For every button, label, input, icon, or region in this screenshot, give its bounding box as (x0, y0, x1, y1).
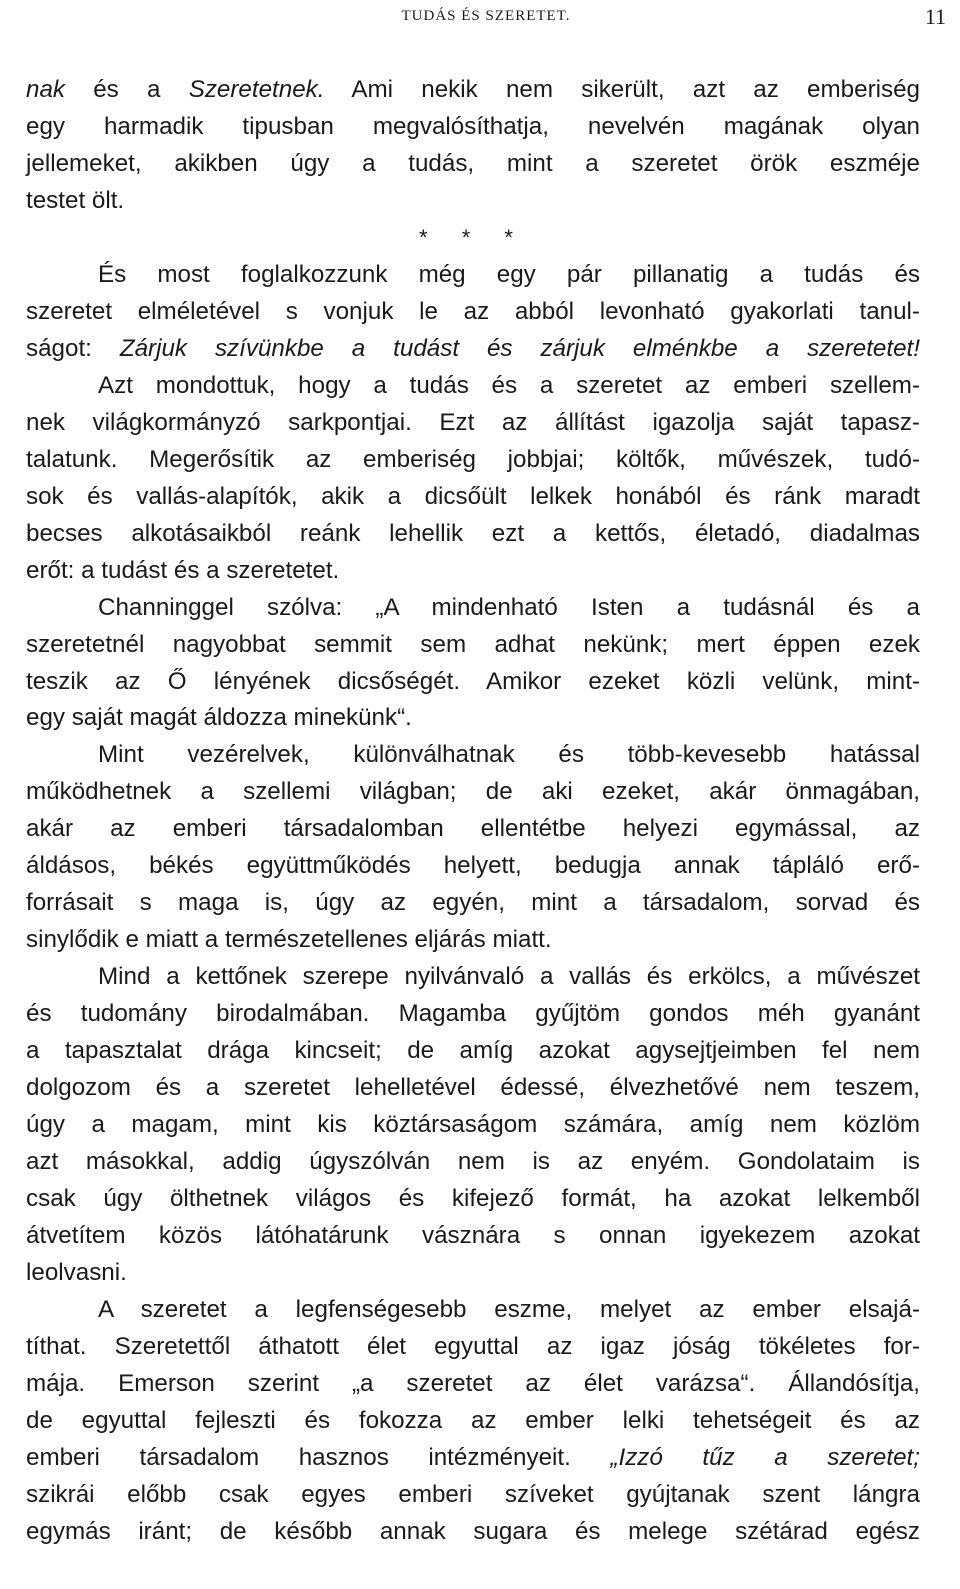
text-line (26, 1329, 920, 1366)
text-line (26, 922, 920, 959)
text-run: becses alkotásaikból reánk lehellik ezt a kettős, életadó, diadalmas (26, 519, 920, 547)
text-line (26, 700, 920, 737)
text-line (26, 294, 920, 331)
text-line (26, 1181, 920, 1218)
text-line (26, 1292, 920, 1329)
text-run: mája. Emerson szerint „a szeretet az élet varázsa“. Állandósítja, (26, 1369, 920, 1397)
text-line (26, 257, 920, 294)
text-run: És most foglalkozzunk még egy pár pillanatig a tudás és (98, 260, 920, 288)
italic-text: Szeretetnek. (188, 76, 325, 103)
text-run: akár az emberi társadalomban ellentétbe helyezi egymással, az (26, 815, 920, 843)
text-run: azt másokkal, addig úgyszólván nem is az enyém. Gondolataim is (26, 1148, 920, 1176)
text-run: ságot: (26, 334, 120, 362)
text-line (26, 1514, 920, 1551)
text-line (26, 109, 920, 146)
text-line (26, 774, 920, 811)
text-run: egymás iránt; de később annak sugara és melege szétárad egész (26, 1517, 920, 1545)
text-line (26, 959, 920, 996)
text-line (26, 1033, 920, 1070)
text-run: A szeretet a legfenségesebb eszme, melyet az ember elsajá- (98, 1295, 920, 1323)
page-header (26, 4, 946, 34)
text-line (26, 72, 920, 109)
text-run: egy saját magát áldozza minekünk“. (26, 704, 412, 732)
text-run: Azt mondottuk, hogy a tudás és a szeretet az emberi szellem- (98, 371, 920, 399)
text-line (26, 479, 920, 516)
text-line (26, 405, 920, 442)
text-line (26, 442, 920, 479)
italic-text: „Izzó tűz a szeretet; (610, 1443, 920, 1471)
text-line (26, 590, 920, 627)
text-run: szikrái előbb csak egyes emberi szíveket gyújtanak szent lángra (26, 1480, 920, 1508)
text-run: Ami nekik nem sikerült, azt az emberiség (324, 76, 920, 103)
text-line (26, 1255, 920, 1292)
text-run: Mind a kettőnek szerepe nyilvánvaló a vallás és erkölcs, a művészet (98, 963, 920, 991)
text-run: emberi társadalom hasznos intézményeit. (26, 1443, 611, 1471)
text-run: testet ölt. (26, 186, 125, 214)
section-divider (26, 220, 920, 257)
text-run: Mint vezérelvek, különválhatnak és több-kevesebb hatással (98, 741, 920, 769)
text-line (26, 848, 920, 885)
text-line (26, 885, 920, 922)
text-run: sinylődik e miatt a természetellenes eljárás miatt. (26, 926, 552, 954)
text-line (26, 1218, 920, 1255)
text-line (26, 146, 920, 183)
text-line (26, 331, 920, 368)
text-run: szeretet elméletével s vonjuk le az abból levonható gyakorlati tanul- (26, 297, 920, 325)
text-run: erőt: a tudást és a szeretetet. (26, 556, 340, 584)
text-run: nek világkormányzó sarkpontjai. Ezt az állítást igazolja saját tapasz- (26, 408, 920, 436)
text-run: forrásait s maga is, úgy az egyén, mint a társadalom, sorvad és (26, 889, 920, 917)
text-line (26, 1144, 920, 1181)
text-line (26, 811, 920, 848)
text-run: átvetítem közös látóhatárunk vásznára s onnan igyekezem azokat (26, 1222, 920, 1250)
italic-text: Zárjuk szívünkbe a tudást és zárjuk elménkbe a szeretetet! (119, 334, 920, 362)
text-run: egy harmadik tipusban megvalósíthatja, nevelvén magának olyan (26, 112, 920, 140)
text-line (26, 1403, 920, 1440)
text-run: títhat. Szeretettől áthatott élet egyuttal az igaz jóság tökéletes for- (26, 1332, 920, 1360)
text-line (26, 553, 920, 590)
text-line (26, 627, 920, 664)
text-run: teszik az Ő lényének dicsőségét. Amikor ezeket közli velünk, mint- (26, 667, 920, 695)
text-run: Channinggel szólva: „A mindenható Isten a tudásnál és a (98, 593, 920, 621)
text-line (26, 1440, 920, 1477)
text-run: működhetnek a szellemi világban; de aki ezeket, akár önmagában, (26, 778, 920, 806)
body-text (26, 72, 920, 1551)
text-line (26, 1366, 920, 1403)
text-run: de egyuttal fejleszti és fokozza az ember lelki tehetségeit és az (26, 1406, 920, 1434)
text-run: sok és vallás-alapítók, akik a dicsőült lelkek honából és ránk maradt (26, 482, 920, 510)
text-run: a tapasztalat drága kincseit; de amíg azokat agysejtjeimben fel nem (26, 1037, 920, 1065)
text-line (26, 664, 920, 701)
text-line (26, 368, 920, 405)
running-head: TUDÁS ÉS SZERETET. (401, 8, 571, 24)
text-run: jellemeket, akikben úgy a tudás, mint a szeretet örök eszméje (26, 149, 920, 177)
text-line (26, 996, 920, 1033)
text-run: dolgozom és a szeretet lehelletével édessé, élvezhetővé nem teszem, (26, 1074, 920, 1102)
text-line (26, 1477, 920, 1514)
text-run: csak úgy ölthetnek világos és kifejező formát, ha azokat lelkemből (26, 1185, 920, 1213)
italic-text: nak (26, 76, 65, 103)
text-run: talatunk. Megerősítik az emberiség jobbjai; költők, művészek, tudó- (26, 445, 920, 473)
text-line (26, 1107, 920, 1144)
text-run: áldásos, békés együttműködés helyett, bedugja annak tápláló erő- (26, 852, 920, 880)
text-run: leolvasni. (26, 1259, 127, 1286)
page-number: 11 (924, 4, 946, 29)
text-run: úgy a magam, mint kis köztársaságom számára, amíg nem közlöm (26, 1111, 920, 1139)
text-run: * * * (419, 224, 527, 250)
text-line (26, 1070, 920, 1107)
text-run: és a (65, 76, 189, 103)
text-line (26, 516, 920, 553)
text-line (26, 737, 920, 774)
text-run: és tudomány birodalmában. Magamba gyűjtöm gondos méh gyanánt (26, 1000, 920, 1028)
text-line (26, 183, 920, 220)
text-run: szeretetnél nagyobbat semmit sem adhat nekünk; mert éppen ezek (26, 630, 920, 658)
